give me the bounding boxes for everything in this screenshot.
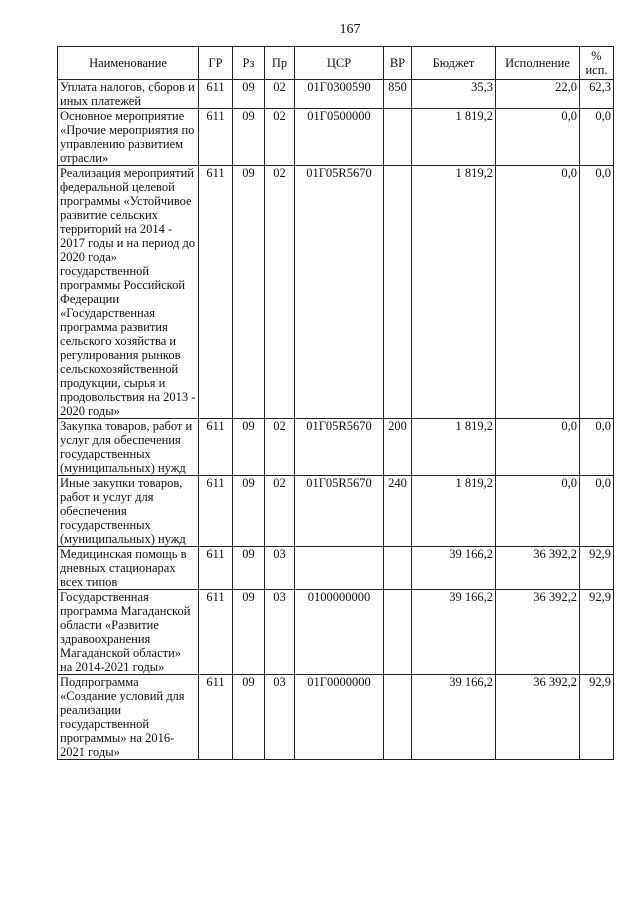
table-row (58, 675, 614, 760)
row-vr (384, 675, 412, 760)
row-rz: 09 (233, 675, 265, 760)
row-gr: 611 (199, 419, 233, 476)
header-vr: ВР (384, 47, 412, 80)
row-rz: 09 (233, 419, 265, 476)
row-budget: 1 819,2 (412, 419, 496, 476)
budget-table (57, 46, 614, 760)
header-pr: Пр (265, 47, 295, 80)
row-percent: 92,9 (580, 590, 614, 675)
row-name: Уплата налогов, сборов и иных платежей (58, 80, 199, 109)
header-execution: Исполнение (496, 47, 580, 80)
header-csr: ЦСР (295, 47, 384, 80)
row-csr: 01Г0000000 (295, 675, 384, 760)
row-csr: 01Г0500000 (295, 109, 384, 166)
table-row (58, 166, 614, 419)
table-row (58, 590, 614, 675)
header-rz: Рз (233, 47, 265, 80)
row-budget: 1 819,2 (412, 109, 496, 166)
row-gr: 611 (199, 675, 233, 760)
row-csr: 01Г0300590 (295, 80, 384, 109)
row-percent: 0,0 (580, 166, 614, 419)
row-pr: 02 (265, 80, 295, 109)
row-percent: 62,3 (580, 80, 614, 109)
row-name: Иные закупки товаров, работ и услуг для обеспечения государственных (муниципальных) нужд (58, 476, 199, 547)
row-execution: 36 392,2 (496, 590, 580, 675)
row-execution: 36 392,2 (496, 675, 580, 760)
row-rz: 09 (233, 590, 265, 675)
row-budget: 1 819,2 (412, 476, 496, 547)
row-rz: 09 (233, 476, 265, 547)
row-pr: 03 (265, 590, 295, 675)
row-gr: 611 (199, 80, 233, 109)
row-vr (384, 547, 412, 590)
table-header-row (58, 47, 614, 80)
row-budget: 39 166,2 (412, 547, 496, 590)
row-name: Медицинская помощь в дневных стационарах всех типов (58, 547, 199, 590)
row-pr: 02 (265, 419, 295, 476)
row-vr: 240 (384, 476, 412, 547)
row-gr: 611 (199, 547, 233, 590)
row-gr: 611 (199, 166, 233, 419)
row-pr: 02 (265, 166, 295, 419)
row-vr: 200 (384, 419, 412, 476)
row-vr (384, 109, 412, 166)
header-budget: Бюджет (412, 47, 496, 80)
row-rz: 09 (233, 547, 265, 590)
row-budget: 39 166,2 (412, 590, 496, 675)
header-gr: ГР (199, 47, 233, 80)
row-percent: 92,9 (580, 675, 614, 760)
header-percent: % исп. (580, 47, 614, 80)
row-csr: 01Г05R5670 (295, 419, 384, 476)
row-csr: 01Г05R5670 (295, 476, 384, 547)
row-rz: 09 (233, 109, 265, 166)
row-execution: 0,0 (496, 419, 580, 476)
row-csr (295, 547, 384, 590)
row-pr: 03 (265, 675, 295, 760)
row-budget: 39 166,2 (412, 675, 496, 760)
row-execution: 0,0 (496, 109, 580, 166)
row-pr: 03 (265, 547, 295, 590)
row-vr: 850 (384, 80, 412, 109)
row-vr (384, 590, 412, 675)
row-execution: 0,0 (496, 166, 580, 419)
row-gr: 611 (199, 109, 233, 166)
table-row (58, 419, 614, 476)
table-row (58, 476, 614, 547)
row-percent: 0,0 (580, 419, 614, 476)
table-row (58, 109, 614, 166)
row-budget: 35,3 (412, 80, 496, 109)
row-name: Основное мероприятие «Прочие мероприятия по управлению развитием отрасли» (58, 109, 199, 166)
row-execution: 36 392,2 (496, 547, 580, 590)
page-number: 167 (339, 22, 361, 37)
row-percent: 0,0 (580, 109, 614, 166)
row-gr: 611 (199, 476, 233, 547)
header-name: Наименование (58, 47, 199, 80)
row-budget: 1 819,2 (412, 166, 496, 419)
row-name: Подпрограмма «Создание условий для реализации государственной программы» на 2016-2021 годы» (58, 675, 199, 760)
row-execution: 22,0 (496, 80, 580, 109)
row-vr (384, 166, 412, 419)
row-name: Реализация мероприятий федеральной целевой программы «Устойчивое развитие сельских территорий на 2014 - 2017 годы и на период до 2020 года» государственной программы Российской Федерации «Государственная программа развития сельского хозяйства и регулирования рынков сельскохозяйственной продукции, сырья и продовольствия на 2013 - 2020 годы» (58, 166, 199, 419)
row-pr: 02 (265, 109, 295, 166)
row-rz: 09 (233, 166, 265, 419)
table-row (58, 547, 614, 590)
row-percent: 0,0 (580, 476, 614, 547)
row-pr: 02 (265, 476, 295, 547)
row-gr: 611 (199, 590, 233, 675)
row-rz: 09 (233, 80, 265, 109)
row-name: Закупка товаров, работ и услуг для обеспечения государственных (муниципальных) нужд (58, 419, 199, 476)
row-csr: 01Г05R5670 (295, 166, 384, 419)
table-row (58, 80, 614, 109)
row-execution: 0,0 (496, 476, 580, 547)
row-name: Государственная программа Магаданской области «Развитие здравоохранения Магаданской области» на 2014-2021 годы» (58, 590, 199, 675)
row-percent: 92,9 (580, 547, 614, 590)
row-csr: 0100000000 (295, 590, 384, 675)
